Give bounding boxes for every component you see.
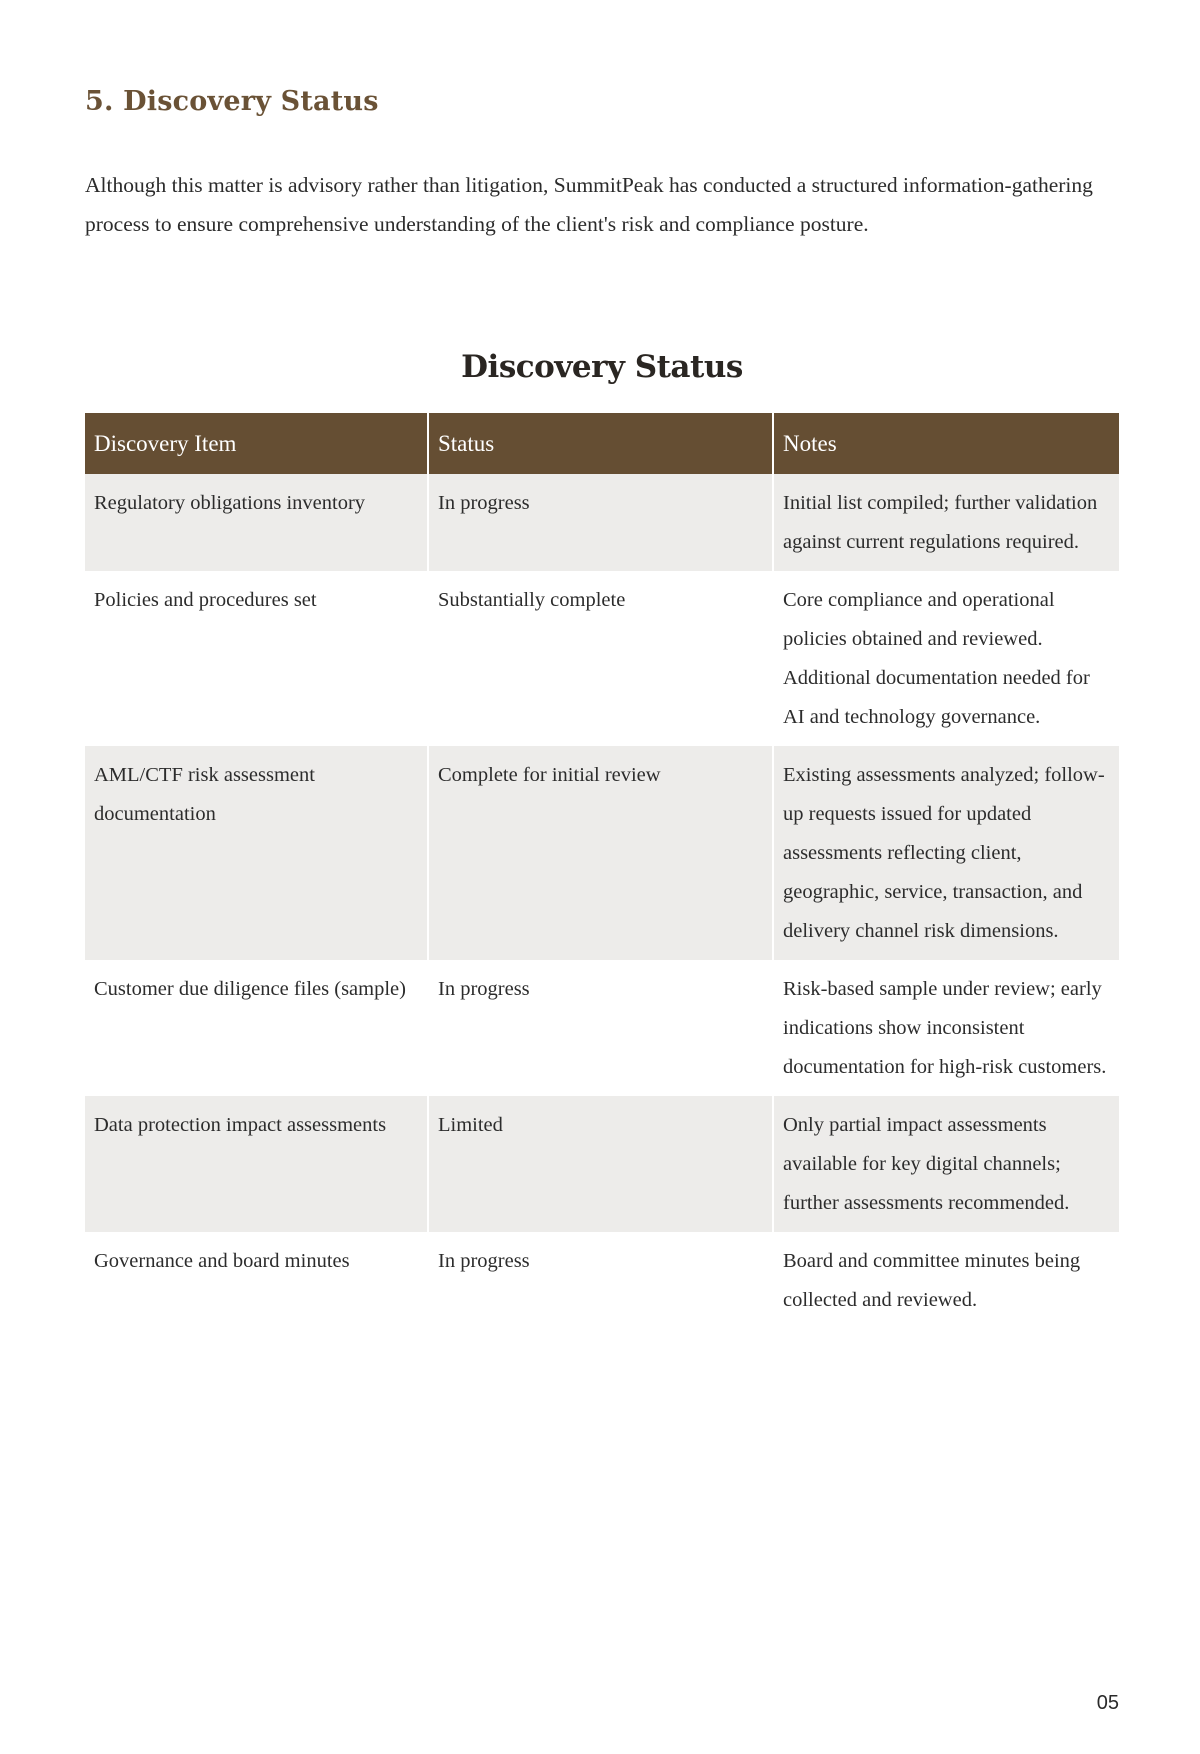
cell-status: In progress [428,1232,773,1329]
cell-notes: Only partial impact assessments available for key digital channels; further assessments recommended. [773,1096,1119,1232]
cell-notes: Core compliance and operational policies obtained and reviewed. Additional documentation needed for AI and technology governance. [773,571,1119,746]
header-discovery-item: Discovery Item [85,413,428,474]
intro-paragraph: Although this matter is advisory rather than litigation, SummitPeak has conducted a structured information-gathering process to ensure comprehensive understanding of the client's risk and compliance posture. [85,173,1093,236]
table-row [85,1232,1119,1329]
cell-status: In progress [428,474,773,571]
table-row [85,960,1119,1096]
cell-discovery-item: Customer due diligence files (sample) [85,960,428,1096]
cell-discovery-item: Governance and board minutes [85,1232,428,1329]
table-header-row [85,413,1119,474]
cell-notes: Existing assessments analyzed; follow-up requests issued for updated assessments reflecting client, geographic, service, transaction, and delivery channel risk dimensions. [773,746,1119,960]
cell-discovery-item: Regulatory obligations inventory [85,474,428,571]
cell-discovery-item: AML/CTF risk assessment documentation [85,746,428,960]
cell-discovery-item: Data protection impact assessments [85,1096,428,1232]
cell-status: In progress [428,960,773,1096]
discovery-status-table [85,413,1119,1329]
cell-status: Substantially complete [428,571,773,746]
section-heading: 5. Discovery Status [85,86,379,117]
cell-notes: Risk-based sample under review; early indications show inconsistent documentation for high-risk customers. [773,960,1119,1096]
table-title: Discovery Status [461,349,743,385]
cell-notes: Board and committee minutes being collected and reviewed. [773,1232,1119,1329]
table-row [85,1096,1119,1232]
table-row [85,746,1119,960]
header-notes: Notes [773,413,1119,474]
cell-discovery-item: Policies and procedures set [85,571,428,746]
table-row [85,474,1119,571]
cell-status: Complete for initial review [428,746,773,960]
page-number: 05 [1096,1692,1119,1714]
cell-notes: Initial list compiled; further validation against current regulations required. [773,474,1119,571]
table-row [85,571,1119,746]
cell-status: Limited [428,1096,773,1232]
header-status: Status [428,413,773,474]
